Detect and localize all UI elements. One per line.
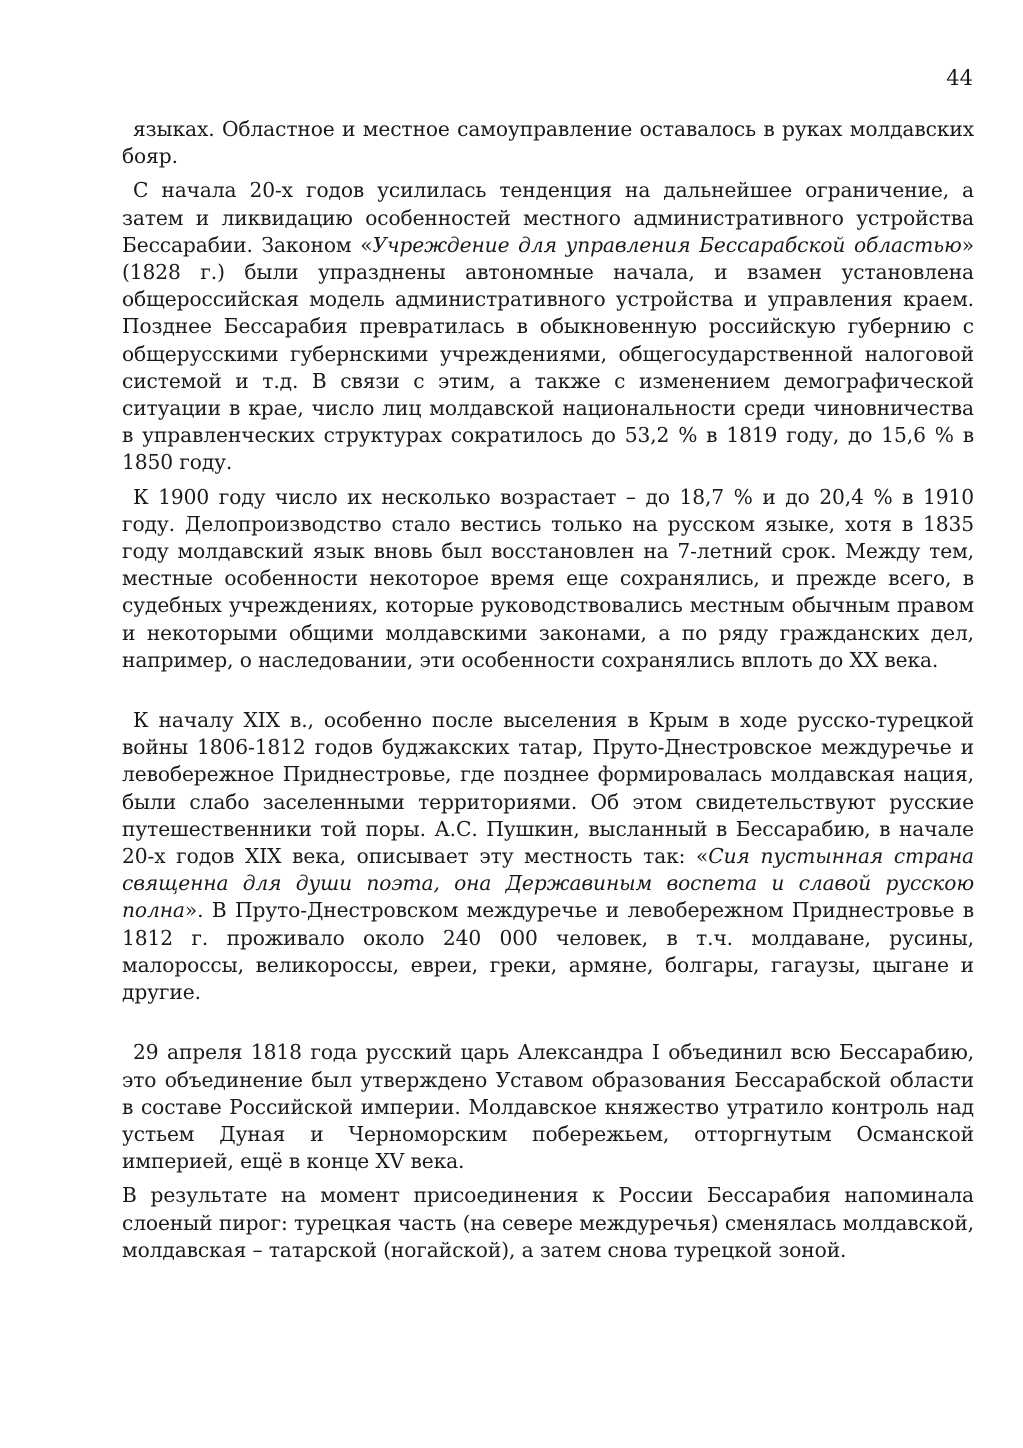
paragraph-p4 bbox=[122, 707, 974, 1006]
italic-quote: Учреждение для управления Бессарабской областью bbox=[372, 232, 962, 257]
text-segment: 29 апреля 1818 года русский царь Александра I объединил всю Бессарабию, это объединение был утверждено Уставом образования Бессарабской области в составе Российской империи. Молдавское княжество утратило контроль над устьем Дуная и Черноморским побережьем, отторгнутым Османской империей, ещё в конце XV века. bbox=[122, 1040, 974, 1174]
text-segment: К началу XIX в., особенно после выселения в Крым в ходе русско-турецкой войны 1806-1812 годов буджакских татар, Пруто-Днестровское междуречье и левобережное Приднестровье, где позднее формировалась молдавская нация, были слабо заселенными территориями. Об этом свидетельствуют русские путешественники той поры. А.С. Пушкин, высланный в Бессарабию, в начале 20-х годов XIX века, описывает эту местность так: « bbox=[122, 708, 974, 869]
text-segment: » (1828 г.) были упразднены автономные начала, и взамен установлена общероссийская модель административного устройства и управления краем. Позднее Бессарабия превратилась в обыкновенную российскую губернию с общерусскими губернскими учреждениями, общегосударственной налоговой системой и т.д. В связи с этим, а также с изменением демографической ситуации в крае, число лиц молдавской национальности среди чиновничества в управленческих структурах сократилось до 53,2 % в 1819 году, до 15,6 % в 1850 году. bbox=[122, 232, 974, 475]
text-segment: ». В Пруто-Днестровском междуречье и левобережном Приднестровье в 1812 г. проживало около 240 000 человек, в т.ч. молдаване, русины, малороссы, великороссы, евреи, греки, армяне, болгары, гагаузы, цыгане и другие. bbox=[122, 898, 974, 1005]
text-segment: К 1900 году число их несколько возрастает – до 18,7 % и до 20,4 % в 1910 году. Делопроизводство стало вестись только на русском языке, хотя в 1835 году молдавский язык вновь был восстановлен на 7-летний срок. Между тем, местные особенности некоторое время еще сохранялись, и прежде всего, в судебных учреждениях, которые руководствовались местным обычным правом и некоторыми общими молдавскими законами, а по ряду гражданских дел, например, о наследовании, эти особенности сохранялись вплоть до XX века. bbox=[122, 484, 974, 672]
text-segment: языках. Областное и местное самоуправление оставалось в руках молдавских бояр. bbox=[122, 117, 974, 169]
paragraph-p5 bbox=[122, 1039, 974, 1175]
page-number: 44 bbox=[946, 66, 973, 90]
text-segment: В результате на момент присоединения к России Бессарабия напоминала слоеный пирог: турецкая часть (на севере междуречья) сменялась молдавской, молдавская – татарской (ногайской), а затем снова турецкой зоной. bbox=[122, 1183, 974, 1262]
paragraph-p1 bbox=[122, 116, 974, 170]
paragraph-p3 bbox=[122, 484, 974, 674]
paragraph-p6 bbox=[122, 1182, 974, 1264]
italic-quote: Сия пустынная страна священна для души поэта, она Державиным воспета и славой русскою полна bbox=[122, 844, 974, 923]
text-segment: С начала 20-х годов усилилась тенденция на дальнейшее ограничение, а затем и ликвидацию особенностей местного административного устройства Бессарабии. Законом « bbox=[122, 178, 974, 257]
paragraph-p2 bbox=[122, 177, 974, 476]
body-text bbox=[122, 116, 974, 1271]
